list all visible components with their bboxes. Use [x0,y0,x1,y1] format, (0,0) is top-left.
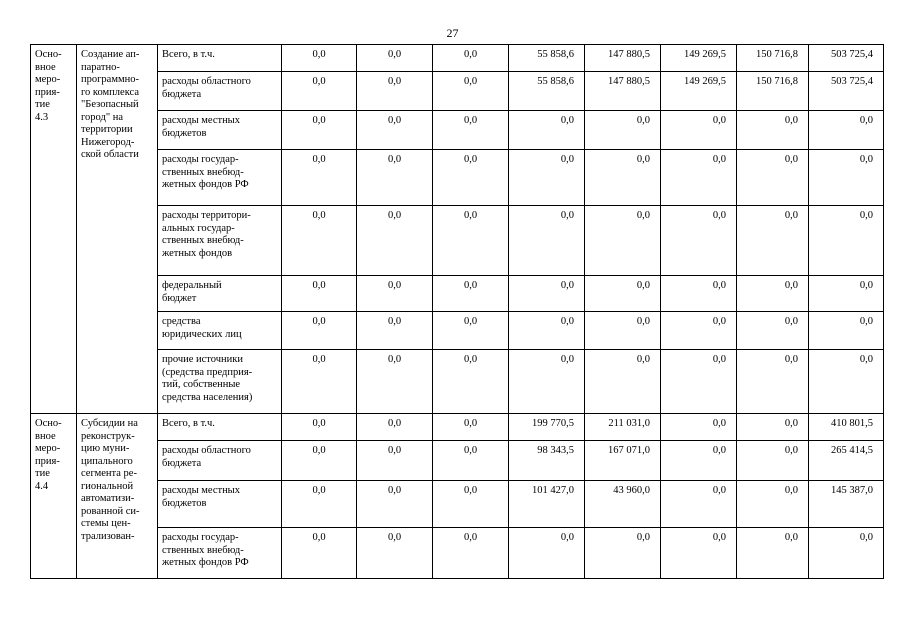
amount-cell: 55 858,6 [509,72,585,111]
table-row [31,312,884,350]
amount-cell: 0,0 [282,350,357,414]
amount-cell: 0,0 [357,414,433,441]
amount-cell: 0,0 [509,276,585,312]
amount-cell: 0,0 [282,45,357,72]
amount-cell: 0,0 [433,72,509,111]
amount-cell: 0,0 [357,111,433,150]
amount-cell: 0,0 [357,441,433,481]
amount-cell: 0,0 [509,111,585,150]
funding-source-cell: расходы государ- ственных внебюд- жетных фондов РФ [158,150,282,206]
amount-cell: 0,0 [737,528,809,579]
amount-cell: 0,0 [282,111,357,150]
amount-cell: 0,0 [357,350,433,414]
amount-cell: 0,0 [282,481,357,528]
amount-cell: 101 427,0 [509,481,585,528]
amount-cell: 0,0 [809,206,884,276]
amount-cell: 0,0 [809,312,884,350]
amount-cell: 0,0 [509,528,585,579]
amount-cell: 149 269,5 [661,72,737,111]
funding-source-cell: расходы местных бюджетов [158,481,282,528]
amount-cell: 0,0 [585,350,661,414]
amount-cell: 0,0 [737,206,809,276]
amount-cell: 0,0 [357,150,433,206]
amount-cell: 0,0 [357,481,433,528]
amount-cell: 0,0 [585,276,661,312]
amount-cell: 43 960,0 [585,481,661,528]
amount-cell: 0,0 [737,111,809,150]
amount-cell: 410 801,5 [809,414,884,441]
amount-cell: 167 071,0 [585,441,661,481]
funding-source-cell: Всего, в т.ч. [158,414,282,441]
table-row [31,350,884,414]
table-row [31,481,884,528]
amount-cell: 150 716,8 [737,72,809,111]
budget-table [30,44,884,579]
amount-cell: 0,0 [661,312,737,350]
amount-cell: 0,0 [661,441,737,481]
funding-source-cell: федеральный бюджет [158,276,282,312]
amount-cell: 150 716,8 [737,45,809,72]
table-row [31,528,884,579]
amount-cell: 0,0 [661,528,737,579]
amount-cell: 0,0 [737,150,809,206]
table-row [31,111,884,150]
table-row [31,276,884,312]
amount-cell: 0,0 [809,528,884,579]
amount-cell: 0,0 [433,276,509,312]
amount-cell: 0,0 [433,312,509,350]
funding-source-cell: прочие источники (средства предприя- тий, собственные средства населения) [158,350,282,414]
amount-cell: 0,0 [433,206,509,276]
amount-cell: 0,0 [433,414,509,441]
funding-source-cell: Всего, в т.ч. [158,45,282,72]
amount-cell: 0,0 [357,312,433,350]
funding-source-cell: средства юридических лиц [158,312,282,350]
amount-cell: 0,0 [737,441,809,481]
amount-cell: 0,0 [282,72,357,111]
amount-cell: 0,0 [433,111,509,150]
amount-cell: 0,0 [433,481,509,528]
funding-source-cell: расходы областного бюджета [158,441,282,481]
table-row [31,206,884,276]
table-row [31,45,884,72]
amount-cell: 211 031,0 [585,414,661,441]
amount-cell: 0,0 [661,481,737,528]
amount-cell: 0,0 [737,350,809,414]
table-row [31,441,884,481]
amount-cell: 0,0 [585,206,661,276]
activity-name-cell: Создание ап- паратно- программно- го комплекса "Безопасный город" на территории Нижегород- ской области [77,45,158,414]
amount-cell: 98 343,5 [509,441,585,481]
amount-cell: 503 725,4 [809,72,884,111]
activity-name-cell: Субсидии на реконструк- цию муни- ципального сегмента ре- гиональной автоматизи- рованной си- стемы цен- трализован- [77,414,158,579]
amount-cell: 0,0 [585,111,661,150]
amount-cell: 0,0 [661,206,737,276]
funding-source-cell: расходы государ- ственных внебюд- жетных фондов РФ [158,528,282,579]
amount-cell: 0,0 [282,150,357,206]
amount-cell: 0,0 [737,312,809,350]
amount-cell: 0,0 [509,150,585,206]
activity-code-cell: Осно- вное меро- прия- тие 4.4 [31,414,77,579]
amount-cell: 0,0 [809,350,884,414]
amount-cell: 0,0 [433,441,509,481]
amount-cell: 503 725,4 [809,45,884,72]
amount-cell: 265 414,5 [809,441,884,481]
amount-cell: 0,0 [737,276,809,312]
table-row [31,414,884,441]
amount-cell: 0,0 [357,72,433,111]
amount-cell: 0,0 [585,150,661,206]
amount-cell: 0,0 [433,528,509,579]
budget-table-body [31,45,884,579]
amount-cell: 0,0 [809,276,884,312]
amount-cell: 147 880,5 [585,72,661,111]
amount-cell: 149 269,5 [661,45,737,72]
amount-cell: 199 770,5 [509,414,585,441]
amount-cell: 0,0 [809,150,884,206]
amount-cell: 0,0 [509,350,585,414]
amount-cell: 0,0 [282,312,357,350]
amount-cell: 0,0 [282,206,357,276]
amount-cell: 0,0 [661,350,737,414]
amount-cell: 0,0 [282,414,357,441]
amount-cell: 0,0 [661,276,737,312]
amount-cell: 0,0 [737,481,809,528]
amount-cell: 0,0 [433,45,509,72]
amount-cell: 0,0 [509,206,585,276]
amount-cell: 145 387,0 [809,481,884,528]
amount-cell: 0,0 [433,350,509,414]
activity-code-cell: Осно- вное меро- прия- тие 4.3 [31,45,77,414]
funding-source-cell: расходы территори- альных государ- ственных внебюд- жетных фондов [158,206,282,276]
amount-cell: 0,0 [357,276,433,312]
page-number: 27 [446,26,459,40]
amount-cell: 0,0 [585,312,661,350]
amount-cell: 0,0 [661,111,737,150]
amount-cell: 0,0 [661,150,737,206]
amount-cell: 0,0 [282,528,357,579]
funding-source-cell: расходы местных бюджетов [158,111,282,150]
amount-cell: 0,0 [282,276,357,312]
table-row [31,150,884,206]
amount-cell: 0,0 [357,206,433,276]
amount-cell: 0,0 [737,414,809,441]
amount-cell: 0,0 [661,414,737,441]
amount-cell: 0,0 [357,45,433,72]
amount-cell: 0,0 [585,528,661,579]
amount-cell: 0,0 [809,111,884,150]
amount-cell: 147 880,5 [585,45,661,72]
table-row [31,72,884,111]
amount-cell: 55 858,6 [509,45,585,72]
amount-cell: 0,0 [282,441,357,481]
amount-cell: 0,0 [433,150,509,206]
amount-cell: 0,0 [509,312,585,350]
amount-cell: 0,0 [357,528,433,579]
funding-source-cell: расходы областного бюджета [158,72,282,111]
